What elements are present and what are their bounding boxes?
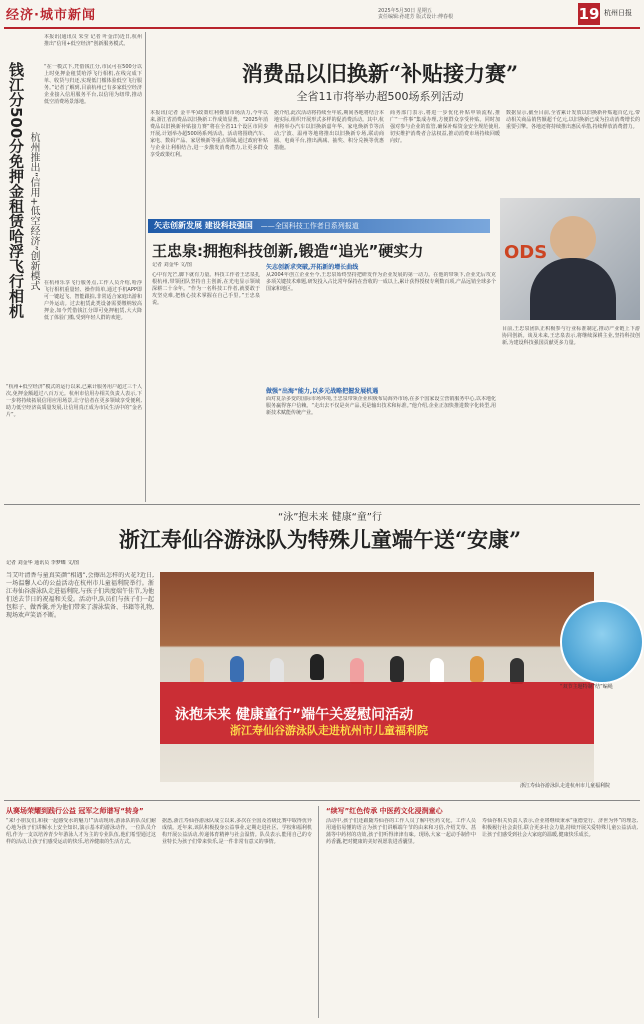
bottom-right-subhead: “续写”红色传承 中医药文化浸润童心	[326, 807, 443, 815]
swim-body: 当艾叶清香与童真笑颜“相遇”,会擦出怎样的火花?近日,一场温馨人心的公益活动在杭州市儿童福利院举行。浙江寿仙谷游泳队走进福利院,与孩子们共度端午佳节,为他们送去节日的祝福和关爱。活动中,队员们与孩子们一起包粽子、做香囊,并为他们带来了游泳装备、书籍等礼物,现场欢声笑语不断。	[6, 572, 154, 619]
left-kicker: 本报讯(通讯员 朱莹 记者 叶金洋)近日,杭州推出“信用+低空经济”创新服务模式。	[44, 34, 142, 47]
interview-headline: 王忠泉:拥抱科技创新,锻造“追光”硬实力	[152, 242, 424, 260]
interview-lead: 心中有光芒,脚下就有力量。科技工作者王忠泉扎根杭州,带领团队坚持自主创新,在光电显示领域深耕二十余年。“作为一名科技工作者,就要敢于攻坚克难,把核心技术掌握在自己手里。”王忠泉说。	[152, 272, 260, 306]
portrait-suit	[530, 258, 616, 320]
series-strip-alt: ——全国科技工作者日系列报道	[260, 222, 359, 230]
inset-photo	[560, 600, 644, 684]
interview-photo	[500, 198, 640, 320]
interview-subhead-2: 做强“出海”能力,以多元战略把握发展机遇	[266, 388, 379, 395]
left-column-divider	[145, 32, 146, 502]
swim-headline: 浙江寿仙谷游泳队为特殊儿童端午送“安康”	[118, 527, 522, 552]
main-col-3: 商务部门表示,将进一步优化补贴申领流程,推广“一件事”集成办理,方便群众享受补贴。同时加强对参与企业的监管,确保补贴资金安全规范使用,切实维护消费者合法权益,推动消费市场持续回暖向好。	[390, 110, 500, 144]
photo-figure	[350, 658, 364, 684]
section-name: 经济·城市新闻	[6, 8, 96, 23]
bottom-right-body-2: 寿仙谷相关负责人表示,企业将继续秉承“重德觉行、济世为怀”的理念,积极履行社会责任,联合更多社会力量,持续开展关爱特殊儿童公益活动,让孩子们感受到社会大家庭的温暖,健康快乐成长。	[482, 818, 638, 838]
left-body-3: “杭州+低空经济”模式的运行以来,已累计服务用户超过三千人次,免押金额超过八百万元。杭州市信用办相关负责人表示,下一步将持续拓展信用应用场景,让守信者在更多领域享受便利,助力低空经济高质量发展,让信用真正成为市民生活中的“金名片”。	[6, 384, 142, 418]
swim-kicker: “泳”抱未来 健康“童”行	[278, 512, 382, 523]
interview-byline: 记者 刘金华 文/图	[152, 262, 192, 268]
photo-caption: 浙江寿仙谷游泳队走进杭州市儿童福利院	[520, 783, 611, 789]
photo-figure	[230, 656, 244, 682]
page-number: 19	[578, 5, 600, 23]
banner-line-1: 泳抱未来 健康童行”端午关爱慰问活动	[175, 707, 414, 723]
photo-figure	[510, 658, 524, 684]
portrait-head	[550, 216, 596, 262]
banner-line-2: 浙江寿仙谷游泳队走进杭州市儿童福利院	[230, 724, 428, 737]
left-body-2: 在杭州乐享飞行服务点,工作人员介绍,哈浮飞行相机重量轻、操作简单,通过手机APP即可一键起飞、智能跟拍,非常适合家庭出游和户外运动。过去租赁此类设备需要缴纳较高押金,如今凭借钱江分即可免押租赁,大大降低了体验门槛,受到年轻人群的欢迎。	[44, 280, 142, 321]
main-col-1: 本报讯(记者 金丰华)政策红利叠加市场活力,今年以来,浙江省消费品以旧换新工作成效显著。“2025年消费品以旧换新补贴接力赛”将在全省11个设区市同步开展,计划举办超500场系列活动。活动将围绕汽车、家电、数码产品、家居焕新等重点领域,通过政府补贴与企业让利相结合,进一步激发消费潜力,让更多群众享受政策红利。	[150, 110, 268, 158]
bottom-left-body-1: “来!小朋友们,和我一起感受水的魅力!”活动现场,游泳队的队员们耐心地为孩子们讲解水上安全知识,演示基本的游泳动作。一位队员介绍,作为一支以培养青少年游泳人才为主的专业队伍,他们希望通过这样的活动,让孩子们感受运动的快乐,培养健康的生活方式。	[6, 818, 156, 845]
interview-col-c: 目前,王忠泉团队正积极参与行业标准制定,推动产业链上下游协同创新。谈及未来,王忠泉表示,将继续深耕主业,坚持科技创新,为建设科技强国贡献更多力量。	[502, 326, 640, 346]
bottom-divider	[318, 806, 319, 1018]
swim-byline: 记者 刘金华 通讯员 李梦蝶 文/图	[6, 560, 80, 566]
photo-figure	[430, 658, 444, 684]
photo-figure	[390, 656, 404, 682]
interview-col-b: 面对复杂多变的国际市场环境,王忠泉带领企业积极布局海外市场,在多个国家设立营销服务中心,以本地化服务赢得客户信赖。“走出去不仅是卖产品,更是输出技术和标准。”他介绍,企业正加快推进数字化转型,用新技术赋能传统产业。	[266, 396, 496, 416]
header-meta	[378, 8, 568, 20]
main-subheadline: 全省11市将举办超500场系列活动	[296, 90, 464, 103]
bottom-right-body-1: 活动中,孩子们还跟随寿仙谷的工作人员了解中医药文化。工作人员用通俗易懂的语言为孩子们讲解端午节的由来和习俗,介绍艾草、菖蒲等中药材的功效,孩子们听得津津有味。现场,大家一起动手制作中药香囊,把对健康的美好祝愿装进香囊里。	[326, 818, 476, 845]
company-logo: ODS	[504, 242, 548, 263]
left-subheadline: 杭州推出“信用+低空经济”创新模式	[28, 132, 39, 291]
bottom-left-subhead: 从赛场荣耀到践行公益 冠军之师谱写“转身”	[6, 807, 144, 815]
section-rule-1	[4, 504, 640, 505]
photo-figure	[470, 656, 484, 682]
interview-subhead-1: 矢志创新求突破,开拓新的增长曲线	[266, 264, 359, 271]
main-col-2: 据介绍,此次活动将持续至年底,期间各地将结合本地实际,组织开展形式多样的促消费活动。其中,杭州将举办汽车以旧换新嘉年华、家电焕新节等活动;宁波、温州等地将推出以旧换新专场,联动商圈、电商平台,推出满减、抽奖、积分兑换等优惠措施。	[274, 110, 384, 151]
issue-date: 2025年5月30日 星期五	[378, 8, 432, 14]
main-col-4: 数据显示,截至目前,全省累计发放以旧换新补贴超百亿元,带动相关商品销售额超千亿元,以旧换新已成为拉动消费增长的重要引擎。各地还将持续推出惠民举措,持续释放消费潜力。	[506, 110, 640, 130]
section-rule-2	[4, 800, 640, 801]
editor-credits: 责任编辑:孙建芳 版式设计:傅春根	[378, 14, 453, 20]
photo-figure	[310, 654, 324, 680]
inset-caption: “双节主题特制”结”编绳	[560, 684, 613, 690]
photo-figure	[270, 658, 284, 684]
series-strip-title: 矢志创新发展 建设科技强国	[154, 221, 253, 230]
main-headline: 消费品以旧换新“补贴接力赛”	[241, 61, 519, 86]
left-body-1: “在一模式下,凭借钱江分,市民可在500分以上时免押金租赁哈浮飞行相机,在线完成下单、收货与归还,实现低门槛体验低空飞行服务。”记者了解到,目前杭州已有多家低空经济企业接入信用服务平台,以信用为纽带,推动低空消费场景落地。	[44, 64, 142, 105]
left-headline: 钱江分500分免押金租赁哈浮飞行相机	[7, 62, 25, 319]
series-strip	[148, 219, 490, 233]
interview-col-a: 从2004年创立企业至今,王忠泉始终坚持把研发作为企业发展的第一动力。在他的带领下,企业先后攻克多项关键技术难题,研发投入占比常年保持在营收的一成以上,累计获得授权专利数百项,产品远销全球多个国家和地区。	[266, 272, 496, 292]
swim-photo	[160, 572, 594, 782]
header-rule	[4, 27, 640, 29]
photo-figure	[190, 658, 204, 684]
masthead: 杭州日报	[604, 9, 632, 17]
bottom-left-body-2: 据悉,浙江寿仙谷游泳队成立以来,多次在全国及省级比赛中取得优异成绩。近年来,该队积极投身公益事业,定期走进社区、学校和福利机构开展公益活动,传递体育精神与社会温情。队员表示,能用自己的专业特长为孩子们带来快乐,是一件非常有意义的事情。	[162, 818, 312, 845]
